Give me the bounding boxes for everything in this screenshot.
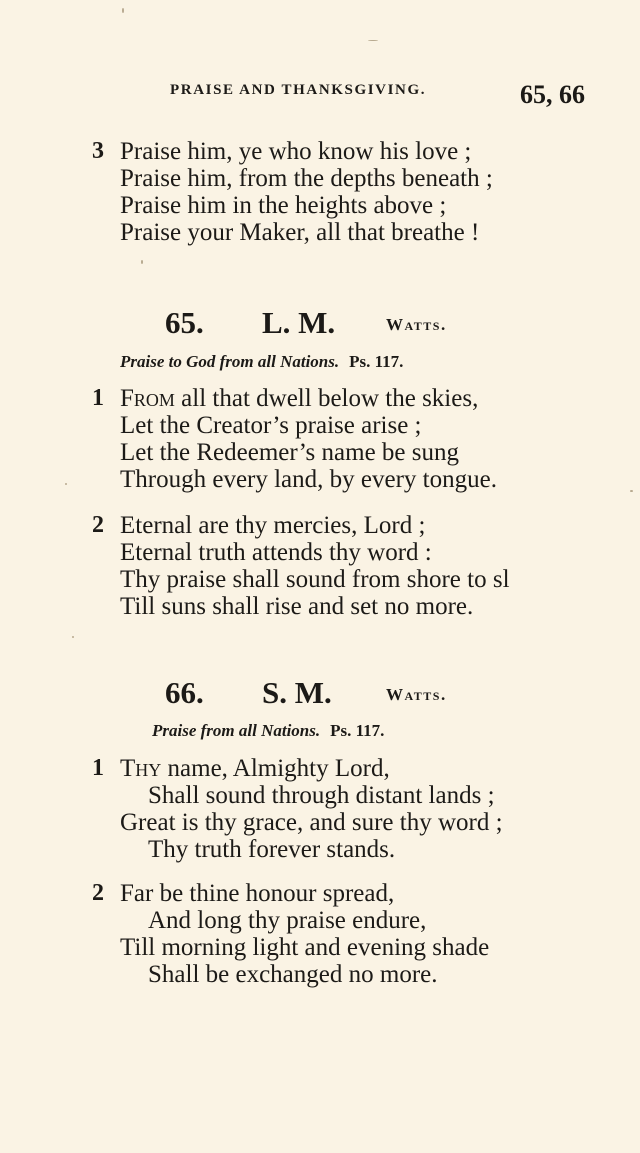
first-word: Thy: [120, 755, 162, 782]
running-title: PRAISE AND THANKSGIVING.: [170, 82, 427, 98]
hymn-subtitle: [152, 721, 384, 741]
hymn-heading: [0, 675, 640, 715]
verse-line: Eternal truth attends thy word :: [120, 539, 432, 566]
first-word: From: [120, 385, 175, 412]
subtitle-text: Praise to God from all Nations.: [120, 352, 340, 371]
verse-line: And long thy praise endure,: [148, 907, 427, 934]
page-number: 65, 66: [520, 80, 585, 109]
hymn-author: Watts.: [386, 685, 447, 704]
first-line-rest: name, Almighty Lord,: [161, 755, 390, 782]
verse-line: Eternal are thy mercies, Lord ;: [120, 512, 426, 539]
verse-number: 1: [92, 755, 104, 781]
verse-line: Thy praise shall sound from shore to sl: [120, 566, 510, 593]
hymn-author: Watts.: [386, 315, 447, 334]
verse-line: Shall sound through distant lands ;: [148, 782, 495, 809]
verse-line: Shall be exchanged no more.: [148, 961, 438, 988]
verse-line: Till suns shall rise and set no more.: [120, 593, 474, 620]
hymn-heading: [0, 305, 640, 345]
verse-line: Praise him, from the depths beneath ;: [120, 165, 493, 192]
verse-line: Till morning light and evening shade: [120, 934, 490, 961]
verse-line: Let the Creator’s praise arise ;: [120, 412, 422, 439]
verse-line: Praise him in the heights above ;: [120, 192, 447, 219]
scripture-reference: Ps. 117.: [330, 721, 385, 740]
hymn-meter: S. M.: [262, 675, 332, 710]
verse-line: [120, 385, 478, 412]
verse-line: Through every land, by every tongue.: [120, 466, 497, 493]
verse-number: 2: [92, 880, 104, 906]
hymn-number: 66.: [165, 675, 204, 710]
verse-line: Let the Redeemer’s name be sung: [120, 439, 460, 466]
verse-line: Praise him, ye who know his love ;: [120, 138, 472, 165]
verse-number: 3: [92, 138, 104, 164]
verse-line: [120, 755, 390, 782]
subtitle-text: Praise from all Nations.: [152, 721, 321, 740]
hymn-meter: L. M.: [262, 305, 336, 340]
hymn-number: 65.: [165, 305, 204, 340]
verse-line: Praise your Maker, all that breathe !: [120, 219, 480, 246]
hymn-subtitle: [120, 352, 403, 372]
verse-line: Far be thine honour spread,: [120, 880, 395, 907]
verse-line: Thy truth forever stands.: [148, 836, 396, 863]
verse-line: Great is thy grace, and sure thy word ;: [120, 809, 503, 836]
scripture-reference: Ps. 117.: [349, 352, 404, 371]
verse-number: 1: [92, 385, 104, 411]
verse-number: 2: [92, 512, 104, 538]
first-line-rest: all that dwell below the skies,: [174, 385, 479, 412]
